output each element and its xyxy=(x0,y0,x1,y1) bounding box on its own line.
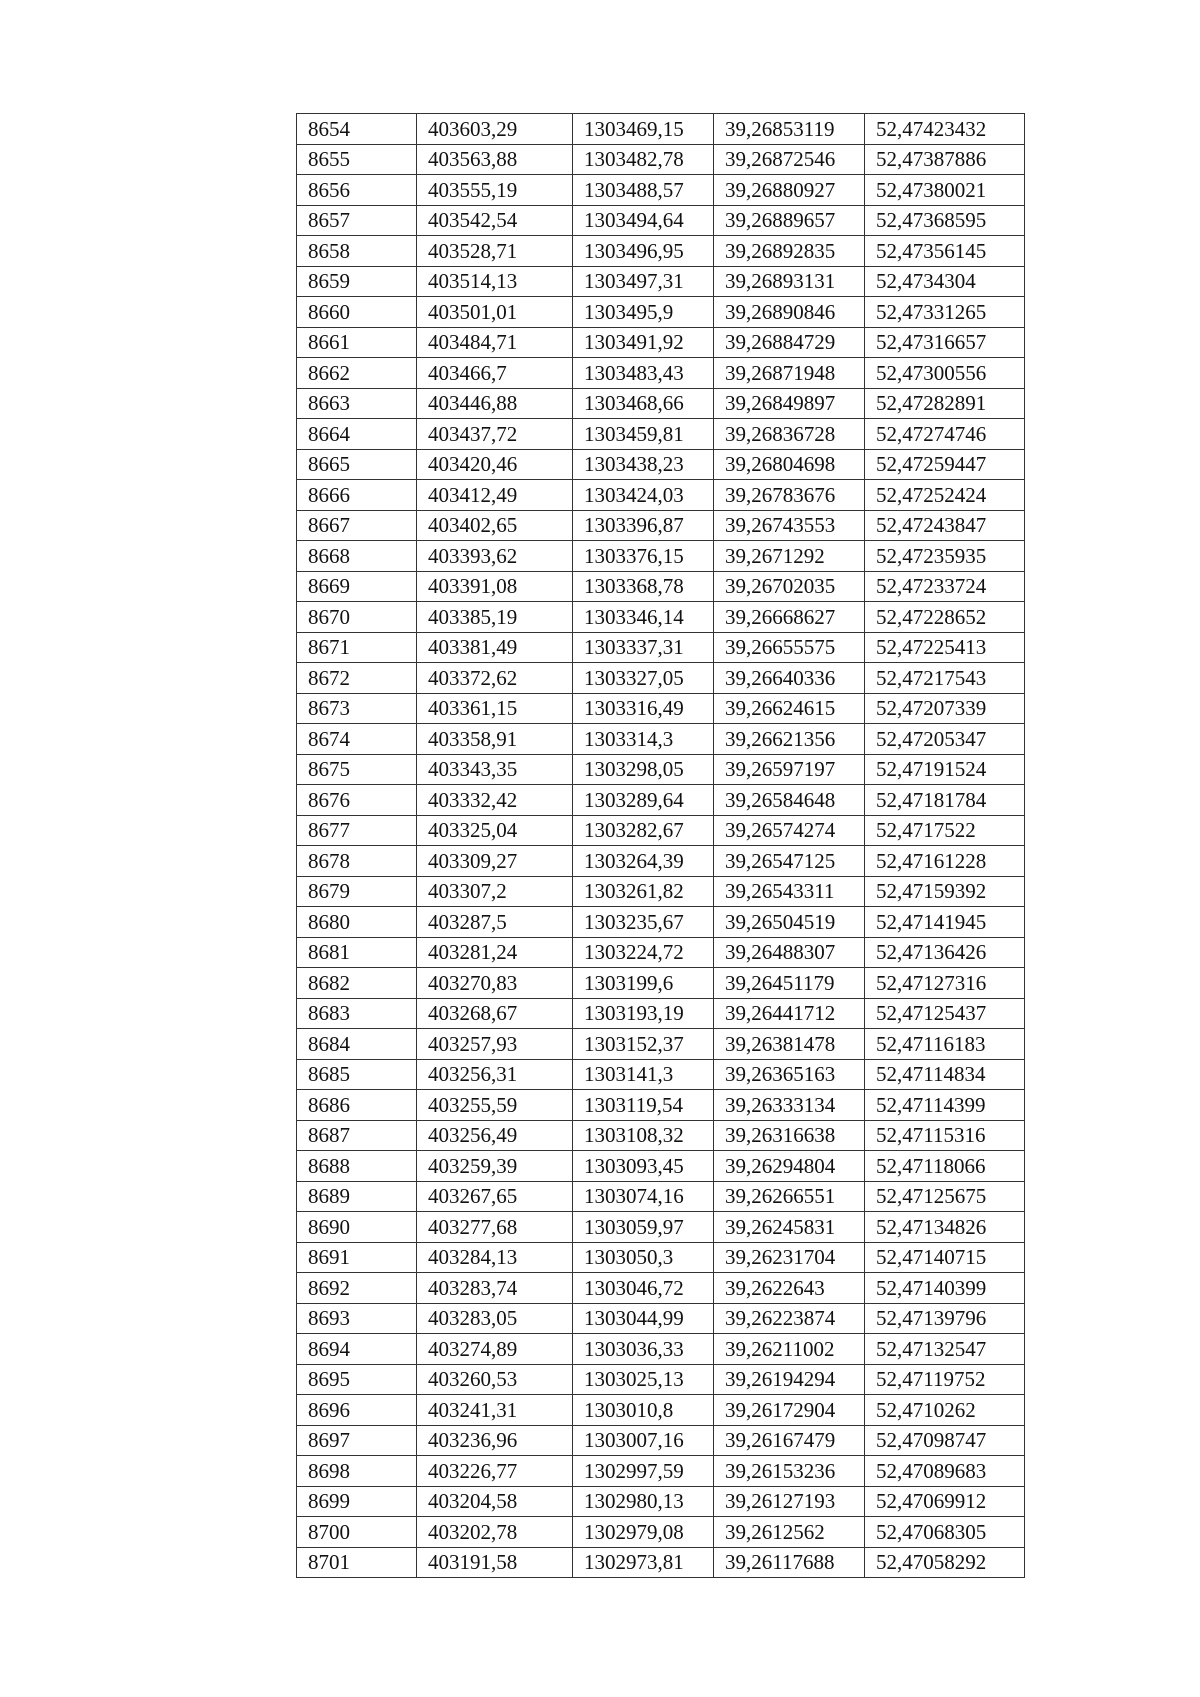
latitude-cell: 52,47217543 xyxy=(865,663,1025,694)
table-row xyxy=(297,663,1025,694)
longitude-cell: 39,26668627 xyxy=(714,602,865,633)
point-number-cell: 8682 xyxy=(297,968,417,999)
table-row xyxy=(297,1120,1025,1151)
x-coordinate-cell: 403307,2 xyxy=(417,876,573,907)
x-coordinate-cell: 403281,24 xyxy=(417,937,573,968)
table-row xyxy=(297,266,1025,297)
x-coordinate-cell: 403260,53 xyxy=(417,1364,573,1395)
longitude-cell: 39,26597197 xyxy=(714,754,865,785)
longitude-cell: 39,26194294 xyxy=(714,1364,865,1395)
point-number-cell: 8681 xyxy=(297,937,417,968)
point-number-cell: 8686 xyxy=(297,1090,417,1121)
table-row xyxy=(297,1456,1025,1487)
y-coordinate-cell: 1303264,39 xyxy=(573,846,714,877)
point-number-cell: 8696 xyxy=(297,1395,417,1426)
x-coordinate-cell: 403236,96 xyxy=(417,1425,573,1456)
point-number-cell: 8659 xyxy=(297,266,417,297)
point-number-cell: 8657 xyxy=(297,205,417,236)
latitude-cell: 52,47136426 xyxy=(865,937,1025,968)
table-row xyxy=(297,327,1025,358)
y-coordinate-cell: 1303438,23 xyxy=(573,449,714,480)
point-number-cell: 8676 xyxy=(297,785,417,816)
latitude-cell: 52,47114399 xyxy=(865,1090,1025,1121)
latitude-cell: 52,47098747 xyxy=(865,1425,1025,1456)
point-number-cell: 8687 xyxy=(297,1120,417,1151)
y-coordinate-cell: 1303316,49 xyxy=(573,693,714,724)
longitude-cell: 39,26872546 xyxy=(714,144,865,175)
point-number-cell: 8668 xyxy=(297,541,417,572)
longitude-cell: 39,26893131 xyxy=(714,266,865,297)
latitude-cell: 52,47118066 xyxy=(865,1151,1025,1182)
table-row xyxy=(297,1517,1025,1548)
x-coordinate-cell: 403446,88 xyxy=(417,388,573,419)
point-number-cell: 8666 xyxy=(297,480,417,511)
point-number-cell: 8663 xyxy=(297,388,417,419)
longitude-cell: 39,26316638 xyxy=(714,1120,865,1151)
longitude-cell: 39,2612562 xyxy=(714,1517,865,1548)
table-row xyxy=(297,1303,1025,1334)
longitude-cell: 39,26836728 xyxy=(714,419,865,450)
x-coordinate-cell: 403420,46 xyxy=(417,449,573,480)
point-number-cell: 8679 xyxy=(297,876,417,907)
latitude-cell: 52,47125675 xyxy=(865,1181,1025,1212)
point-number-cell: 8674 xyxy=(297,724,417,755)
latitude-cell: 52,47114834 xyxy=(865,1059,1025,1090)
point-number-cell: 8677 xyxy=(297,815,417,846)
x-coordinate-cell: 403287,5 xyxy=(417,907,573,938)
latitude-cell: 52,47191524 xyxy=(865,754,1025,785)
x-coordinate-cell: 403284,13 xyxy=(417,1242,573,1273)
x-coordinate-cell: 403603,29 xyxy=(417,114,573,145)
point-number-cell: 8678 xyxy=(297,846,417,877)
longitude-cell: 39,26294804 xyxy=(714,1151,865,1182)
point-number-cell: 8688 xyxy=(297,1151,417,1182)
point-number-cell: 8691 xyxy=(297,1242,417,1273)
longitude-cell: 39,26223874 xyxy=(714,1303,865,1334)
longitude-cell: 39,26804698 xyxy=(714,449,865,480)
coordinates-table-body xyxy=(297,114,1025,1578)
y-coordinate-cell: 1303007,16 xyxy=(573,1425,714,1456)
x-coordinate-cell: 403391,08 xyxy=(417,571,573,602)
y-coordinate-cell: 1303298,05 xyxy=(573,754,714,785)
point-number-cell: 8690 xyxy=(297,1212,417,1243)
x-coordinate-cell: 403555,19 xyxy=(417,175,573,206)
y-coordinate-cell: 1303044,99 xyxy=(573,1303,714,1334)
point-number-cell: 8670 xyxy=(297,602,417,633)
x-coordinate-cell: 403325,04 xyxy=(417,815,573,846)
point-number-cell: 8658 xyxy=(297,236,417,267)
x-coordinate-cell: 403501,01 xyxy=(417,297,573,328)
latitude-cell: 52,47134826 xyxy=(865,1212,1025,1243)
longitude-cell: 39,26543311 xyxy=(714,876,865,907)
y-coordinate-cell: 1303468,66 xyxy=(573,388,714,419)
x-coordinate-cell: 403277,68 xyxy=(417,1212,573,1243)
latitude-cell: 52,47225413 xyxy=(865,632,1025,663)
longitude-cell: 39,26574274 xyxy=(714,815,865,846)
point-number-cell: 8685 xyxy=(297,1059,417,1090)
x-coordinate-cell: 403466,7 xyxy=(417,358,573,389)
latitude-cell: 52,47132547 xyxy=(865,1334,1025,1365)
latitude-cell: 52,4734304 xyxy=(865,266,1025,297)
x-coordinate-cell: 403309,27 xyxy=(417,846,573,877)
y-coordinate-cell: 1303074,16 xyxy=(573,1181,714,1212)
y-coordinate-cell: 1303036,33 xyxy=(573,1334,714,1365)
y-coordinate-cell: 1303193,19 xyxy=(573,998,714,1029)
longitude-cell: 39,26640336 xyxy=(714,663,865,694)
latitude-cell: 52,47259447 xyxy=(865,449,1025,480)
table-row xyxy=(297,876,1025,907)
y-coordinate-cell: 1303235,67 xyxy=(573,907,714,938)
x-coordinate-cell: 403256,31 xyxy=(417,1059,573,1090)
longitude-cell: 39,26504519 xyxy=(714,907,865,938)
longitude-cell: 39,26441712 xyxy=(714,998,865,1029)
y-coordinate-cell: 1302979,08 xyxy=(573,1517,714,1548)
longitude-cell: 39,26621356 xyxy=(714,724,865,755)
latitude-cell: 52,47235935 xyxy=(865,541,1025,572)
y-coordinate-cell: 1303368,78 xyxy=(573,571,714,602)
y-coordinate-cell: 1303108,32 xyxy=(573,1120,714,1151)
table-row xyxy=(297,1181,1025,1212)
longitude-cell: 39,26624615 xyxy=(714,693,865,724)
latitude-cell: 52,47058292 xyxy=(865,1547,1025,1578)
point-number-cell: 8699 xyxy=(297,1486,417,1517)
table-row xyxy=(297,1364,1025,1395)
point-number-cell: 8656 xyxy=(297,175,417,206)
longitude-cell: 39,26880927 xyxy=(714,175,865,206)
latitude-cell: 52,47331265 xyxy=(865,297,1025,328)
latitude-cell: 52,47140399 xyxy=(865,1273,1025,1304)
x-coordinate-cell: 403255,59 xyxy=(417,1090,573,1121)
table-row xyxy=(297,724,1025,755)
longitude-cell: 39,26488307 xyxy=(714,937,865,968)
x-coordinate-cell: 403361,15 xyxy=(417,693,573,724)
table-row xyxy=(297,937,1025,968)
x-coordinate-cell: 403514,13 xyxy=(417,266,573,297)
latitude-cell: 52,47127316 xyxy=(865,968,1025,999)
longitude-cell: 39,26172904 xyxy=(714,1395,865,1426)
longitude-cell: 39,26245831 xyxy=(714,1212,865,1243)
latitude-cell: 52,47274746 xyxy=(865,419,1025,450)
latitude-cell: 52,47356145 xyxy=(865,236,1025,267)
table-row xyxy=(297,358,1025,389)
x-coordinate-cell: 403270,83 xyxy=(417,968,573,999)
y-coordinate-cell: 1303469,15 xyxy=(573,114,714,145)
table-row xyxy=(297,815,1025,846)
y-coordinate-cell: 1303289,64 xyxy=(573,785,714,816)
y-coordinate-cell: 1303491,92 xyxy=(573,327,714,358)
longitude-cell: 39,26231704 xyxy=(714,1242,865,1273)
y-coordinate-cell: 1302973,81 xyxy=(573,1547,714,1578)
x-coordinate-cell: 403332,42 xyxy=(417,785,573,816)
longitude-cell: 39,2622643 xyxy=(714,1273,865,1304)
point-number-cell: 8672 xyxy=(297,663,417,694)
point-number-cell: 8673 xyxy=(297,693,417,724)
x-coordinate-cell: 403402,65 xyxy=(417,510,573,541)
point-number-cell: 8662 xyxy=(297,358,417,389)
table-row xyxy=(297,1151,1025,1182)
x-coordinate-cell: 403268,67 xyxy=(417,998,573,1029)
point-number-cell: 8689 xyxy=(297,1181,417,1212)
point-number-cell: 8694 xyxy=(297,1334,417,1365)
latitude-cell: 52,47252424 xyxy=(865,480,1025,511)
point-number-cell: 8675 xyxy=(297,754,417,785)
longitude-cell: 39,26381478 xyxy=(714,1029,865,1060)
latitude-cell: 52,47243847 xyxy=(865,510,1025,541)
longitude-cell: 39,26783676 xyxy=(714,480,865,511)
table-row xyxy=(297,1547,1025,1578)
point-number-cell: 8669 xyxy=(297,571,417,602)
y-coordinate-cell: 1303199,6 xyxy=(573,968,714,999)
point-number-cell: 8684 xyxy=(297,1029,417,1060)
y-coordinate-cell: 1303424,03 xyxy=(573,480,714,511)
point-number-cell: 8661 xyxy=(297,327,417,358)
table-row xyxy=(297,1395,1025,1426)
x-coordinate-cell: 403412,49 xyxy=(417,480,573,511)
table-row xyxy=(297,632,1025,663)
x-coordinate-cell: 403226,77 xyxy=(417,1456,573,1487)
longitude-cell: 39,26333134 xyxy=(714,1090,865,1121)
point-number-cell: 8698 xyxy=(297,1456,417,1487)
table-row xyxy=(297,602,1025,633)
y-coordinate-cell: 1303261,82 xyxy=(573,876,714,907)
latitude-cell: 52,47228652 xyxy=(865,602,1025,633)
table-row xyxy=(297,1425,1025,1456)
longitude-cell: 39,26153236 xyxy=(714,1456,865,1487)
y-coordinate-cell: 1303141,3 xyxy=(573,1059,714,1090)
longitude-cell: 39,26892835 xyxy=(714,236,865,267)
table-row xyxy=(297,297,1025,328)
x-coordinate-cell: 403372,62 xyxy=(417,663,573,694)
point-number-cell: 8697 xyxy=(297,1425,417,1456)
y-coordinate-cell: 1303376,15 xyxy=(573,541,714,572)
x-coordinate-cell: 403528,71 xyxy=(417,236,573,267)
y-coordinate-cell: 1303482,78 xyxy=(573,144,714,175)
y-coordinate-cell: 1303346,14 xyxy=(573,602,714,633)
y-coordinate-cell: 1302980,13 xyxy=(573,1486,714,1517)
longitude-cell: 39,26167479 xyxy=(714,1425,865,1456)
latitude-cell: 52,4710262 xyxy=(865,1395,1025,1426)
x-coordinate-cell: 403191,58 xyxy=(417,1547,573,1578)
latitude-cell: 52,47069912 xyxy=(865,1486,1025,1517)
x-coordinate-cell: 403393,62 xyxy=(417,541,573,572)
point-number-cell: 8667 xyxy=(297,510,417,541)
table-row xyxy=(297,114,1025,145)
x-coordinate-cell: 403542,54 xyxy=(417,205,573,236)
table-row xyxy=(297,449,1025,480)
y-coordinate-cell: 1303093,45 xyxy=(573,1151,714,1182)
longitude-cell: 39,26871948 xyxy=(714,358,865,389)
y-coordinate-cell: 1303495,9 xyxy=(573,297,714,328)
longitude-cell: 39,26451179 xyxy=(714,968,865,999)
coordinates-table xyxy=(296,113,1025,1578)
latitude-cell: 52,47125437 xyxy=(865,998,1025,1029)
y-coordinate-cell: 1303337,31 xyxy=(573,632,714,663)
latitude-cell: 52,47089683 xyxy=(865,1456,1025,1487)
x-coordinate-cell: 403484,71 xyxy=(417,327,573,358)
x-coordinate-cell: 403283,05 xyxy=(417,1303,573,1334)
latitude-cell: 52,47159392 xyxy=(865,876,1025,907)
table-row xyxy=(297,785,1025,816)
x-coordinate-cell: 403259,39 xyxy=(417,1151,573,1182)
table-row xyxy=(297,693,1025,724)
latitude-cell: 52,4717522 xyxy=(865,815,1025,846)
x-coordinate-cell: 403256,49 xyxy=(417,1120,573,1151)
table-row xyxy=(297,571,1025,602)
x-coordinate-cell: 403385,19 xyxy=(417,602,573,633)
table-row xyxy=(297,1212,1025,1243)
longitude-cell: 39,26890846 xyxy=(714,297,865,328)
table-row xyxy=(297,541,1025,572)
latitude-cell: 52,47205347 xyxy=(865,724,1025,755)
y-coordinate-cell: 1303483,43 xyxy=(573,358,714,389)
latitude-cell: 52,47141945 xyxy=(865,907,1025,938)
latitude-cell: 52,47068305 xyxy=(865,1517,1025,1548)
table-row xyxy=(297,1273,1025,1304)
table-row xyxy=(297,998,1025,1029)
latitude-cell: 52,47233724 xyxy=(865,571,1025,602)
y-coordinate-cell: 1303119,54 xyxy=(573,1090,714,1121)
y-coordinate-cell: 1303494,64 xyxy=(573,205,714,236)
y-coordinate-cell: 1303327,05 xyxy=(573,663,714,694)
table-row xyxy=(297,846,1025,877)
table-row xyxy=(297,1059,1025,1090)
latitude-cell: 52,47387886 xyxy=(865,144,1025,175)
x-coordinate-cell: 403241,31 xyxy=(417,1395,573,1426)
y-coordinate-cell: 1303282,67 xyxy=(573,815,714,846)
y-coordinate-cell: 1303152,37 xyxy=(573,1029,714,1060)
longitude-cell: 39,26266551 xyxy=(714,1181,865,1212)
x-coordinate-cell: 403437,72 xyxy=(417,419,573,450)
longitude-cell: 39,26117688 xyxy=(714,1547,865,1578)
x-coordinate-cell: 403204,58 xyxy=(417,1486,573,1517)
longitude-cell: 39,26884729 xyxy=(714,327,865,358)
point-number-cell: 8654 xyxy=(297,114,417,145)
longitude-cell: 39,26655575 xyxy=(714,632,865,663)
point-number-cell: 8671 xyxy=(297,632,417,663)
y-coordinate-cell: 1303025,13 xyxy=(573,1364,714,1395)
latitude-cell: 52,47207339 xyxy=(865,693,1025,724)
point-number-cell: 8664 xyxy=(297,419,417,450)
x-coordinate-cell: 403563,88 xyxy=(417,144,573,175)
y-coordinate-cell: 1303059,97 xyxy=(573,1212,714,1243)
latitude-cell: 52,47181784 xyxy=(865,785,1025,816)
x-coordinate-cell: 403274,89 xyxy=(417,1334,573,1365)
longitude-cell: 39,2671292 xyxy=(714,541,865,572)
y-coordinate-cell: 1303488,57 xyxy=(573,175,714,206)
table-row xyxy=(297,236,1025,267)
y-coordinate-cell: 1303224,72 xyxy=(573,937,714,968)
table-row xyxy=(297,754,1025,785)
point-number-cell: 8680 xyxy=(297,907,417,938)
point-number-cell: 8683 xyxy=(297,998,417,1029)
table-row xyxy=(297,388,1025,419)
latitude-cell: 52,47119752 xyxy=(865,1364,1025,1395)
longitude-cell: 39,26743553 xyxy=(714,510,865,541)
point-number-cell: 8695 xyxy=(297,1364,417,1395)
longitude-cell: 39,26889657 xyxy=(714,205,865,236)
x-coordinate-cell: 403343,35 xyxy=(417,754,573,785)
point-number-cell: 8655 xyxy=(297,144,417,175)
y-coordinate-cell: 1303396,87 xyxy=(573,510,714,541)
longitude-cell: 39,26853119 xyxy=(714,114,865,145)
y-coordinate-cell: 1303497,31 xyxy=(573,266,714,297)
latitude-cell: 52,47115316 xyxy=(865,1120,1025,1151)
longitude-cell: 39,26211002 xyxy=(714,1334,865,1365)
longitude-cell: 39,26584648 xyxy=(714,785,865,816)
longitude-cell: 39,26127193 xyxy=(714,1486,865,1517)
point-number-cell: 8692 xyxy=(297,1273,417,1304)
point-number-cell: 8701 xyxy=(297,1547,417,1578)
table-row xyxy=(297,205,1025,236)
latitude-cell: 52,47282891 xyxy=(865,388,1025,419)
table-row xyxy=(297,968,1025,999)
point-number-cell: 8693 xyxy=(297,1303,417,1334)
y-coordinate-cell: 1303496,95 xyxy=(573,236,714,267)
latitude-cell: 52,47116183 xyxy=(865,1029,1025,1060)
longitude-cell: 39,26702035 xyxy=(714,571,865,602)
table-row xyxy=(297,1334,1025,1365)
latitude-cell: 52,47161228 xyxy=(865,846,1025,877)
table-row xyxy=(297,1486,1025,1517)
y-coordinate-cell: 1303010,8 xyxy=(573,1395,714,1426)
table-row xyxy=(297,144,1025,175)
table-row xyxy=(297,175,1025,206)
latitude-cell: 52,47140715 xyxy=(865,1242,1025,1273)
table-row xyxy=(297,907,1025,938)
y-coordinate-cell: 1303050,3 xyxy=(573,1242,714,1273)
latitude-cell: 52,47368595 xyxy=(865,205,1025,236)
x-coordinate-cell: 403358,91 xyxy=(417,724,573,755)
point-number-cell: 8665 xyxy=(297,449,417,480)
latitude-cell: 52,47423432 xyxy=(865,114,1025,145)
x-coordinate-cell: 403381,49 xyxy=(417,632,573,663)
longitude-cell: 39,26365163 xyxy=(714,1059,865,1090)
longitude-cell: 39,26849897 xyxy=(714,388,865,419)
x-coordinate-cell: 403257,93 xyxy=(417,1029,573,1060)
x-coordinate-cell: 403202,78 xyxy=(417,1517,573,1548)
point-number-cell: 8660 xyxy=(297,297,417,328)
y-coordinate-cell: 1303046,72 xyxy=(573,1273,714,1304)
longitude-cell: 39,26547125 xyxy=(714,846,865,877)
y-coordinate-cell: 1303459,81 xyxy=(573,419,714,450)
latitude-cell: 52,47139796 xyxy=(865,1303,1025,1334)
table-row xyxy=(297,1029,1025,1060)
x-coordinate-cell: 403267,65 xyxy=(417,1181,573,1212)
table-row xyxy=(297,1090,1025,1121)
table-row xyxy=(297,510,1025,541)
latitude-cell: 52,47380021 xyxy=(865,175,1025,206)
table-row xyxy=(297,419,1025,450)
table-row xyxy=(297,1242,1025,1273)
x-coordinate-cell: 403283,74 xyxy=(417,1273,573,1304)
table-row xyxy=(297,480,1025,511)
latitude-cell: 52,47300556 xyxy=(865,358,1025,389)
point-number-cell: 8700 xyxy=(297,1517,417,1548)
y-coordinate-cell: 1303314,3 xyxy=(573,724,714,755)
y-coordinate-cell: 1302997,59 xyxy=(573,1456,714,1487)
latitude-cell: 52,47316657 xyxy=(865,327,1025,358)
